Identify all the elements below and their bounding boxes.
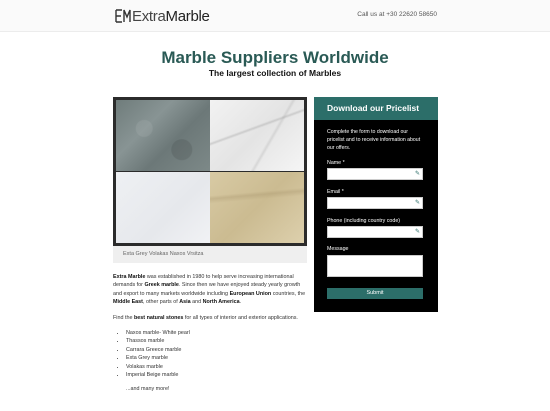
name-label: Name *	[327, 160, 345, 166]
name-field[interactable]	[327, 168, 423, 180]
about-content	[113, 273, 307, 401]
marble-gallery[interactable]	[113, 97, 307, 246]
page-subtitle: The largest collection of Marbles	[208, 68, 342, 78]
submit-button[interactable]: Submit	[327, 288, 423, 299]
list-item: • Exta Grey marble	[126, 354, 307, 362]
email-label: Email *	[327, 189, 344, 195]
more-text: ...and many more!	[126, 386, 170, 393]
form-intro: Complete the form to download our pricelist and to receive information about our offers.	[327, 129, 421, 151]
white-veined-marble-tile[interactable]	[210, 100, 304, 171]
phone-contact[interactable]: Call us at +30 22620 58650	[357, 11, 437, 18]
logo-mark-icon	[115, 8, 131, 24]
autofill-icon: ✎	[414, 200, 420, 206]
message-field[interactable]	[327, 255, 423, 277]
list-item: • Imperial Beige marble	[126, 371, 307, 379]
stones-paragraph: Find the best natural stones for all types of interior and exterior applications.	[113, 314, 298, 321]
pricelist-form	[314, 97, 438, 312]
gallery-caption: Exta Grey Volakas Naxos Vrsitza	[113, 246, 307, 263]
email-field[interactable]	[327, 197, 423, 209]
white-marble-tile[interactable]	[116, 172, 210, 243]
page-title: Marble Suppliers Worldwide	[161, 48, 389, 67]
marble-list	[113, 329, 307, 379]
logo-text: ExtraMarble	[132, 7, 210, 25]
phone-field[interactable]	[327, 226, 423, 238]
phone-label: Phone (including country code)	[327, 218, 401, 224]
list-item: • Naxos marble- White pearl	[126, 329, 307, 337]
message-label: Message	[327, 246, 349, 252]
grey-marble-tile[interactable]	[116, 100, 210, 171]
list-item: • Thassos marble	[126, 337, 307, 345]
autofill-icon: ✎	[414, 229, 420, 235]
top-bar	[0, 0, 550, 32]
autofill-icon: ✎	[414, 171, 420, 177]
form-header: Download our Pricelist	[314, 97, 438, 120]
list-item: • Carrara Greece marble	[126, 346, 307, 354]
about-paragraph: Extra Marble was established in 1980 to help serve increasing international demands for Greek marble. Since then we have enjoyed steady yearly growth and export to many markets worldwide including European Union countries, the Middle East, other parts of Asia and North America.	[113, 274, 306, 306]
list-item: • Volakas marble	[126, 363, 307, 371]
beige-marble-tile[interactable]	[210, 172, 304, 243]
logo[interactable]	[115, 7, 210, 25]
